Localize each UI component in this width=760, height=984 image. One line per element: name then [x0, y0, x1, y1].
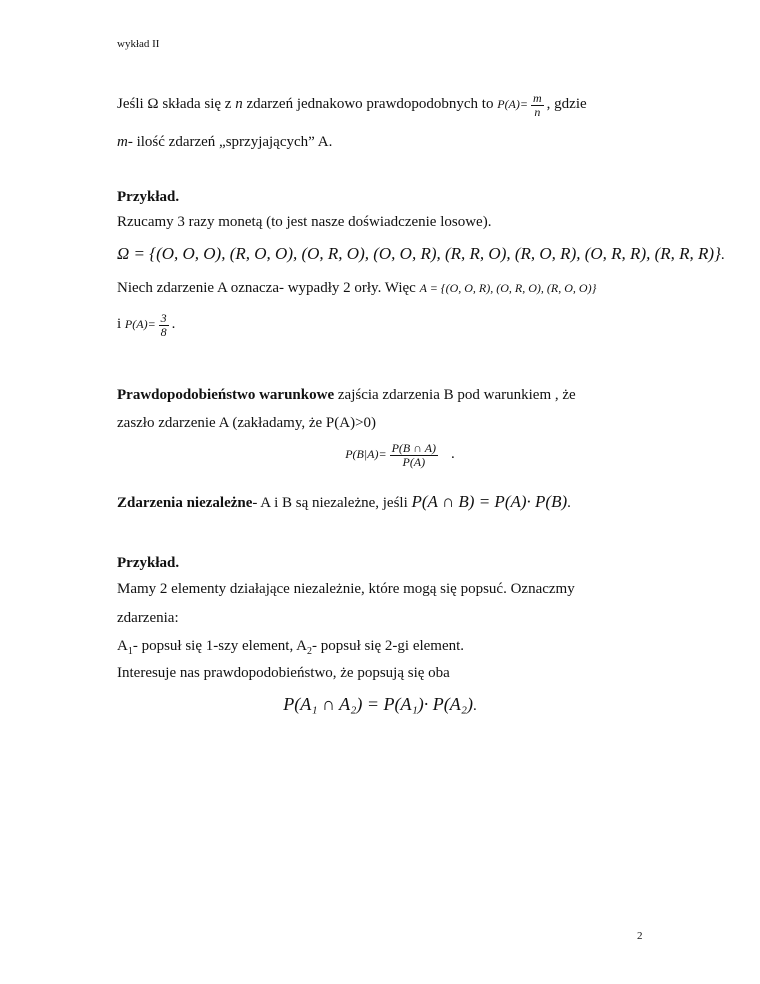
n-variable: n — [235, 95, 243, 112]
example-heading-1: Przykład. — [117, 189, 180, 205]
probability-result: P(A)= $\frac{3}{8}$ — [124, 311, 167, 339]
text: - ilość zdarzeń „sprzyjających” A. — [127, 134, 333, 150]
text: Jeśli Ω składa się z — [117, 95, 236, 112]
omega-set: Ω = {(O, O, O), (R, O, O), (O, R, O), (O, O, R), (R, R, O), (R, O, R), (O, R, R), (R, R, R)} — [117, 244, 721, 263]
definition-line-1 — [117, 92, 587, 118]
definition-line-2 — [117, 134, 332, 151]
text: Niech zdarzenie A oznacza- wypadły 2 orły. Więc — [117, 280, 420, 296]
example2-line-2: zdarzenia: — [117, 610, 179, 626]
example1-line-1: Rzucamy 3 razy monetą (to jest nasze doświadczenie losowe). — [117, 214, 492, 230]
probability-formula: P(A)= $\frac{m}{n}$ — [497, 91, 542, 119]
event-set: A = {(O, O, R), (O, R, O), (R, O, O)} — [419, 281, 597, 295]
conditional-line-2: zaszło zdarzenie A (zakładamy, że P(A)>0) — [117, 415, 377, 431]
example2-formula: P(A₁ ∩ A₂) = P(A₁)· P(A₂). — [283, 694, 477, 714]
example2-line-4: Interesuje nas prawdopodobieństwo, że popsują się oba — [117, 665, 450, 681]
independence-formula: P(A ∩ B) = P(A)· P(B) — [411, 492, 568, 511]
m-variable: m — [117, 134, 128, 150]
probability-line: i P(A)= $\frac{3}{8}$ . — [117, 311, 176, 339]
example2-line-1: Mamy 2 elementy działające niezależnie, które mogą się popsuć. Oznaczmy — [117, 581, 575, 597]
text: zdarzeń jednakowo prawdopodobnych to — [242, 95, 498, 112]
conditional-line-1: Prawdopodobieństwo warunkowe zajścia zdarzenia B pod warunkiem , że — [117, 387, 576, 403]
term-conditional: Prawdopodobieństwo warunkowe — [117, 387, 335, 403]
example2-line-3: $A_1-$ popsuł się 1-szy element, $A_2-$ popsuł się 2-gi element. — [117, 638, 465, 657]
event-line — [117, 280, 596, 297]
header-title: wykład II — [117, 38, 160, 50]
term-independent: Zdarzenia niezależne — [117, 495, 253, 511]
conditional-formula: P(B|A)= $\frac{P(B \cap A)}{P(A)}$ . — [345, 441, 455, 469]
omega-set-line: Ω = {(O, O, O), (R, O, O), (O, R, O), (O, O, R), (R, R, O), (R, O, R), (O, R, R), (R, R, R)}. — [117, 244, 725, 263]
example-heading-2: Przykład. — [117, 555, 180, 571]
page-number: 2 — [637, 930, 643, 942]
text: , gdzie — [546, 95, 587, 112]
independence-line: Zdarzenia niezależne- A i B są niezależne, jeśli P(A ∩ B) = P(A)· P(B). — [117, 492, 571, 511]
